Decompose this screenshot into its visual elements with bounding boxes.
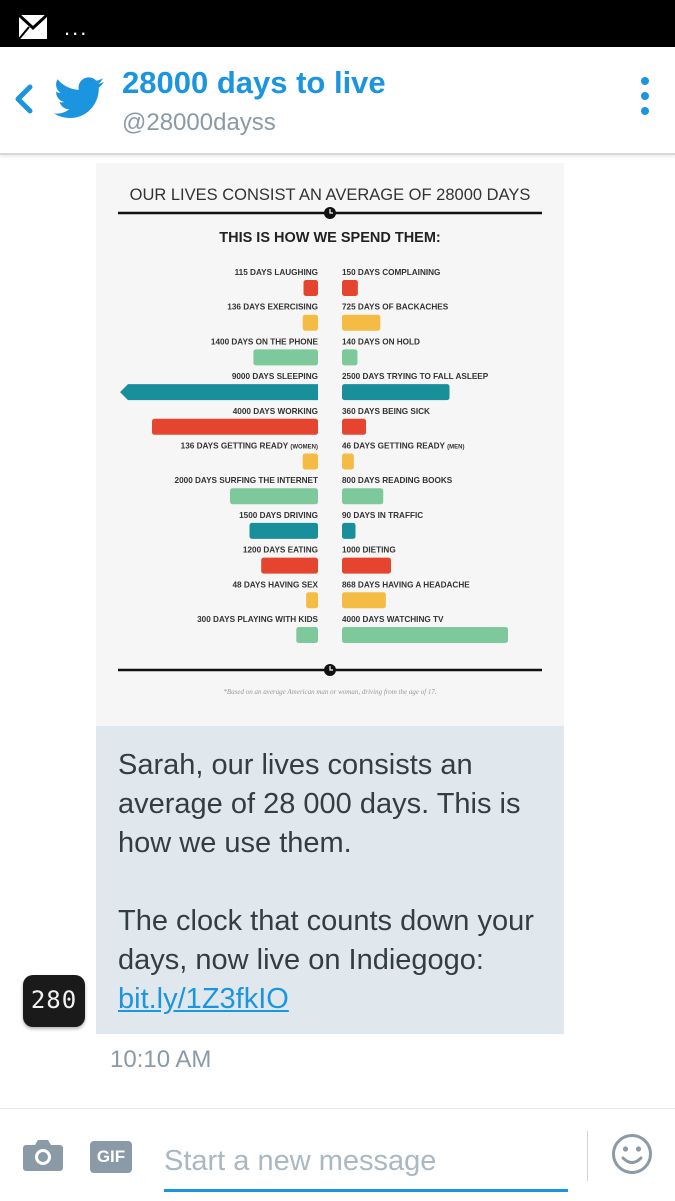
right-bar-9 — [342, 592, 386, 608]
left-bar-10 — [296, 627, 318, 643]
message-paragraph-1: Sarah, our lives consists an average of 28 000 days. This is how we use them. — [118, 749, 521, 859]
left-bar-label-5: 136 DAYS GETTING READY (WOMEN) — [180, 441, 318, 451]
right-bar-1 — [342, 315, 380, 331]
left-bar-8 — [261, 558, 318, 574]
right-bar-label-10: 4000 DAYS WATCHING TV — [342, 615, 444, 624]
left-bar-label-0: 115 DAYS LAUGHING — [234, 268, 318, 277]
right-bar-2 — [342, 349, 357, 365]
right-bar-label-9: 868 DAYS HAVING A HEADACHE — [342, 580, 470, 590]
message-paragraph-2: The clock that counts down your days, now live on Indiegogo: bit.ly/1Z3fkIO — [118, 905, 534, 1015]
sender-avatar[interactable]: 280 — [23, 975, 85, 1027]
infographic-subtitle: THIS IS HOW WE SPEND THEM: — [219, 230, 441, 246]
left-bar-label-7: 1500 DAYS DRIVING — [239, 510, 318, 520]
right-bar-label-4: 360 DAYS BEING SICK — [342, 406, 430, 416]
right-bar-label-5: 46 DAYS GETTING READY (MEN) — [342, 441, 465, 451]
infographic-title: OUR LIVES CONSIST AN AVERAGE OF 28000 DAYS — [129, 186, 531, 204]
gif-button[interactable]: GIF — [90, 1141, 132, 1173]
infographic-footnote: *Based on an average American man or woman, driving from the age of 17. — [223, 688, 437, 696]
left-bar-label-1: 136 DAYS EXERCISING — [227, 302, 318, 312]
right-bar-label-3: 2500 DAYS TRYING TO FALL ASLEEP — [342, 372, 489, 382]
right-bar-8 — [342, 558, 391, 574]
twitter-bird-icon — [54, 77, 104, 119]
right-bar-6 — [342, 488, 383, 504]
emoji-icon[interactable] — [611, 1133, 653, 1175]
left-bar-7 — [250, 523, 319, 539]
camera-icon[interactable] — [22, 1137, 64, 1173]
message-composer — [0, 1108, 675, 1201]
left-bar-label-3: 9000 DAYS SLEEPING — [231, 372, 318, 382]
status-overflow-dots: ... — [64, 15, 89, 40]
mail-icon — [18, 14, 48, 40]
left-bar-label-8: 1200 DAYS EATING — [242, 545, 318, 555]
left-bar-label-2: 1400 DAYS ON THE PHONE — [210, 337, 318, 347]
left-bar-label-9: 48 DAYS HAVING SEX — [232, 580, 318, 590]
back-arrow-icon[interactable] — [10, 81, 36, 117]
left-bar-5 — [303, 454, 318, 470]
left-bar-2 — [253, 349, 318, 365]
left-bar-6 — [230, 488, 318, 504]
indiegogo-link[interactable]: bit.ly/1Z3fkIO — [118, 983, 289, 1015]
left-bar-4 — [152, 419, 318, 435]
right-bar-0 — [342, 280, 358, 296]
new-message-input[interactable] — [164, 1133, 568, 1192]
conversation-header — [0, 47, 675, 155]
right-bar-label-6: 800 DAYS READING BOOKS — [342, 476, 453, 486]
left-bar-label-10: 300 DAYS PLAYING WITH KIDS — [197, 615, 318, 624]
left-bar-3 — [120, 384, 318, 400]
right-bar-10 — [342, 627, 508, 643]
message-bubble — [96, 726, 564, 1034]
infographic-chart — [96, 163, 564, 726]
message-timestamp: 10:10 AM — [110, 1046, 212, 1073]
conversation-handle: @28000dayss — [122, 109, 276, 136]
right-bar-3 — [342, 384, 450, 400]
left-bar-0 — [304, 280, 318, 296]
status-bar — [0, 0, 675, 47]
left-bar-label-6: 2000 DAYS SURFING THE INTERNET — [174, 476, 318, 486]
overflow-menu-icon[interactable] — [637, 77, 653, 121]
left-bar-label-4: 4000 DAYS WORKING — [232, 406, 318, 416]
right-bar-label-7: 90 DAYS IN TRAFFIC — [342, 510, 424, 520]
right-bar-label-1: 725 DAYS OF BACKACHES — [342, 302, 449, 312]
right-bar-7 — [342, 523, 356, 539]
left-bar-9 — [306, 592, 318, 608]
infographic-image[interactable] — [96, 163, 564, 726]
right-bar-5 — [342, 454, 354, 470]
right-bar-label-8: 1000 DIETING — [342, 545, 396, 555]
composer-divider — [587, 1131, 588, 1181]
right-bar-4 — [342, 419, 366, 435]
right-bar-label-2: 140 DAYS ON HOLD — [342, 337, 420, 347]
left-bar-1 — [303, 315, 318, 331]
conversation-title[interactable]: 28000 days to live — [122, 65, 386, 100]
right-bar-label-0: 150 DAYS COMPLAINING — [342, 268, 441, 277]
